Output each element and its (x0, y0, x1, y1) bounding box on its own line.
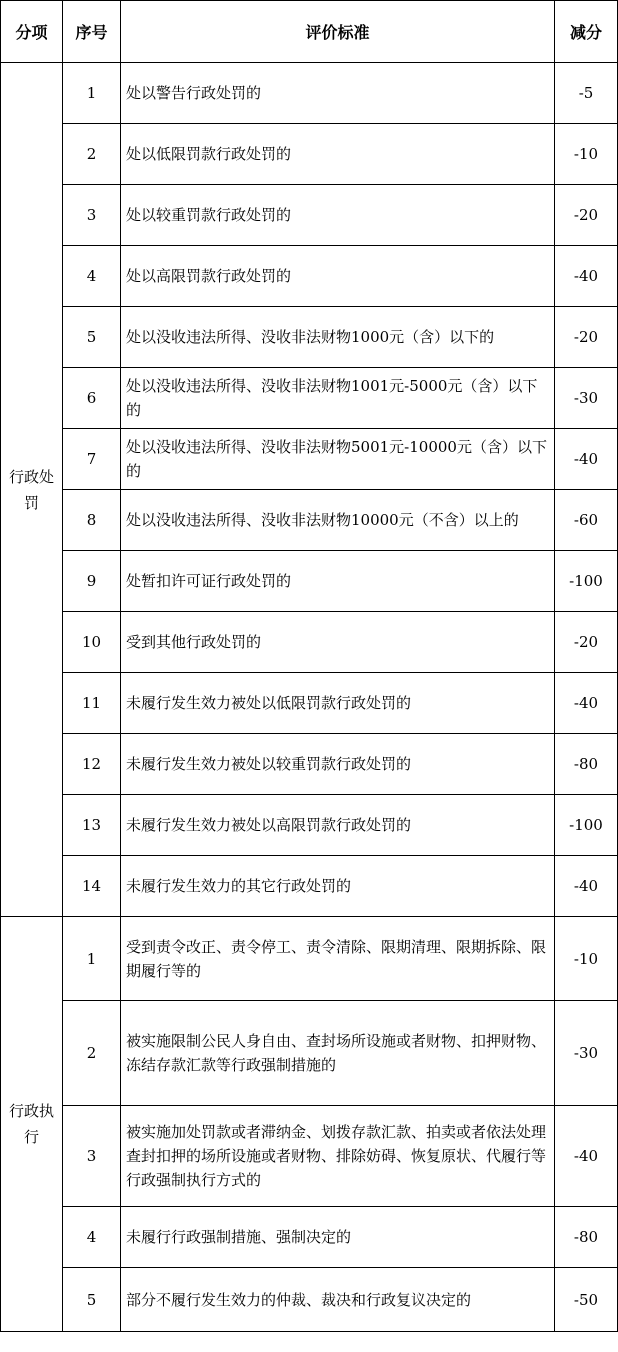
row-deduction: -20 (555, 612, 618, 673)
row-deduction: -20 (555, 307, 618, 368)
row-index: 4 (63, 1207, 121, 1268)
header-criteria: 评价标准 (121, 1, 555, 63)
table-row (1, 1001, 618, 1106)
table-row (1, 63, 618, 124)
row-criteria: 处以没收违法所得、没收非法财物1001元-5000元（含）以下的 (121, 368, 555, 429)
row-criteria: 受到责令改正、责令停工、责令清除、限期清理、限期拆除、限期履行等的 (121, 917, 555, 1001)
row-deduction: -20 (555, 185, 618, 246)
row-index: 7 (63, 429, 121, 490)
row-index: 1 (63, 63, 121, 124)
row-deduction: -40 (555, 246, 618, 307)
row-deduction: -10 (555, 124, 618, 185)
header-category: 分项 (1, 1, 63, 63)
table-row (1, 856, 618, 917)
row-criteria: 受到其他行政处罚的 (121, 612, 555, 673)
table-row (1, 795, 618, 856)
category-cell-penalty: 行政处罚 (1, 63, 63, 917)
table-row (1, 1106, 618, 1207)
table-row (1, 429, 618, 490)
row-index: 9 (63, 551, 121, 612)
row-deduction: -80 (555, 1207, 618, 1268)
row-index: 13 (63, 795, 121, 856)
table-row (1, 246, 618, 307)
row-deduction: -10 (555, 917, 618, 1001)
row-deduction: -100 (555, 795, 618, 856)
row-index: 5 (63, 307, 121, 368)
row-deduction: -80 (555, 734, 618, 795)
row-deduction: -40 (555, 856, 618, 917)
table-row (1, 368, 618, 429)
row-index: 3 (63, 1106, 121, 1207)
row-criteria: 处以没收违法所得、没收非法财物1000元（含）以下的 (121, 307, 555, 368)
row-index: 5 (63, 1268, 121, 1332)
row-criteria: 未履行行政强制措施、强制决定的 (121, 1207, 555, 1268)
row-criteria: 处以高限罚款行政处罚的 (121, 246, 555, 307)
row-criteria: 处以没收违法所得、没收非法财物10000元（不含）以上的 (121, 490, 555, 551)
row-deduction: -50 (555, 1268, 618, 1332)
row-criteria: 处以较重罚款行政处罚的 (121, 185, 555, 246)
row-deduction: -40 (555, 673, 618, 734)
row-criteria: 未履行发生效力被处以高限罚款行政处罚的 (121, 795, 555, 856)
table-row (1, 124, 618, 185)
row-deduction: -100 (555, 551, 618, 612)
row-index: 8 (63, 490, 121, 551)
row-index: 2 (63, 1001, 121, 1106)
row-deduction: -40 (555, 429, 618, 490)
row-deduction: -30 (555, 1001, 618, 1106)
header-row (1, 1, 618, 63)
row-deduction: -30 (555, 368, 618, 429)
header-deduction: 减分 (555, 1, 618, 63)
table-row (1, 917, 618, 1001)
table-row (1, 734, 618, 795)
row-index: 11 (63, 673, 121, 734)
row-criteria: 未履行发生效力被处以较重罚款行政处罚的 (121, 734, 555, 795)
row-criteria: 部分不履行发生效力的仲裁、裁决和行政复议决定的 (121, 1268, 555, 1332)
row-deduction: -60 (555, 490, 618, 551)
table-row (1, 673, 618, 734)
table-row (1, 1268, 618, 1332)
row-criteria: 被实施限制公民人身自由、查封场所设施或者财物、扣押财物、冻结存款汇款等行政强制措施的 (121, 1001, 555, 1106)
table-row (1, 1207, 618, 1268)
row-index: 10 (63, 612, 121, 673)
row-criteria: 处以没收违法所得、没收非法财物5001元-10000元（含）以下的 (121, 429, 555, 490)
category-cell-enforcement: 行政执行 (1, 917, 63, 1332)
table-row (1, 185, 618, 246)
row-index: 6 (63, 368, 121, 429)
row-criteria: 处以警告行政处罚的 (121, 63, 555, 124)
row-index: 3 (63, 185, 121, 246)
row-criteria: 处以低限罚款行政处罚的 (121, 124, 555, 185)
row-index: 2 (63, 124, 121, 185)
row-index: 14 (63, 856, 121, 917)
header-index: 序号 (63, 1, 121, 63)
table-row (1, 612, 618, 673)
row-index: 12 (63, 734, 121, 795)
table-row (1, 307, 618, 368)
table-row (1, 551, 618, 612)
row-criteria: 被实施加处罚款或者滞纳金、划拨存款汇款、拍卖或者依法处理查封扣押的场所设施或者财物、排除妨碍、恢复原状、代履行等行政强制执行方式的 (121, 1106, 555, 1207)
row-index: 4 (63, 246, 121, 307)
row-criteria: 未履行发生效力的其它行政处罚的 (121, 856, 555, 917)
row-deduction: -5 (555, 63, 618, 124)
row-criteria: 处暂扣许可证行政处罚的 (121, 551, 555, 612)
table-row (1, 490, 618, 551)
row-deduction: -40 (555, 1106, 618, 1207)
row-criteria: 未履行发生效力被处以低限罚款行政处罚的 (121, 673, 555, 734)
row-index: 1 (63, 917, 121, 1001)
